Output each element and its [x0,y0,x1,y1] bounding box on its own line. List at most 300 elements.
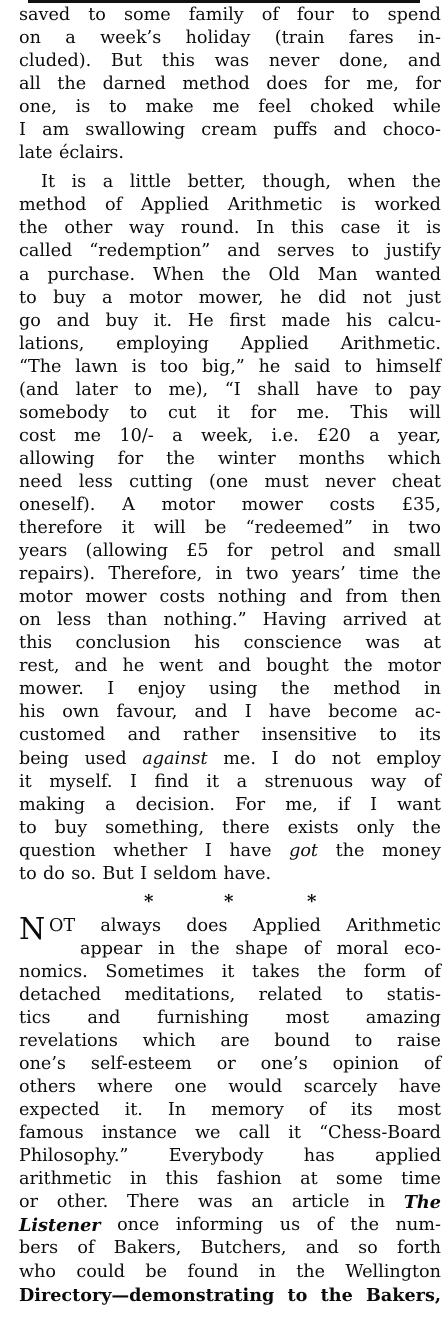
word: petrol [270,541,324,562]
word: it. [153,310,173,331]
word: Applied [240,333,309,354]
word: never [268,51,320,72]
word: from [345,587,388,608]
word: bought [266,656,329,677]
word: motor [161,494,215,515]
text-line [19,1076,441,1099]
word: memory [211,1100,284,1121]
word: made [281,310,331,331]
word: in [215,564,233,585]
word: nothing.” [163,610,247,631]
word: lawn [75,356,118,377]
text-line [19,96,441,119]
word: oneself). [19,494,96,515]
word: buy [105,310,139,331]
word: But [110,51,143,72]
word: in [158,938,176,959]
word: strenuous [264,771,354,792]
word: other. [56,1192,109,1213]
word: It [41,172,56,193]
word: £35, [401,494,441,515]
word: employing [116,333,209,354]
word: and [407,51,441,72]
word: éclairs. [58,143,124,164]
word: and [74,656,108,677]
word: the [166,448,195,469]
word: somebody [19,402,109,423]
word: to [134,379,152,400]
word: to [19,817,37,838]
word: and [305,1238,339,1259]
word: of [423,1054,441,1075]
word: expected [19,1100,100,1121]
word: is [341,195,356,216]
word: moral [336,938,389,959]
word: But [102,863,134,884]
word: mower [85,587,147,608]
word: have [398,1077,441,1098]
word: arrived [342,610,408,631]
word: is [75,97,91,118]
word: for [226,541,253,562]
word: exists [287,817,339,838]
word: wanted [375,264,441,285]
word: years [19,541,68,562]
section-separator [19,888,441,911]
word: not [331,748,361,769]
word: Arithmetic. [340,333,441,354]
word: to [88,5,106,25]
word: therefore [19,518,103,539]
word: time [401,1169,441,1190]
word: have. [223,863,272,884]
word: Arithmetic [346,915,441,936]
word: a [236,771,248,792]
word: shall [257,379,300,400]
word: does [266,74,308,95]
first-line-rest [49,915,441,938]
word: repairs). [19,564,96,585]
separator-star: * [144,890,154,912]
word: the [57,74,87,95]
word: less [57,610,92,631]
text-line [19,1099,441,1122]
word: years’ [291,564,346,585]
word: would [228,1077,283,1098]
text-line [19,540,441,563]
word: one’s [260,1054,308,1075]
word: I [107,679,115,700]
word: num- [395,1215,441,1236]
word: famous [19,1123,84,1144]
word: me [212,97,240,118]
word: decision. [135,794,215,815]
word: £5 [186,541,209,562]
word: to [344,356,362,377]
word: I [140,863,148,884]
text-line [19,678,441,701]
word: us [279,1215,301,1236]
article-column [19,4,441,1307]
text-line [19,1237,441,1260]
word: am [42,120,70,141]
text-line [19,586,441,609]
word: small [393,541,441,562]
word: got [289,840,318,861]
word: Having [262,610,327,631]
word: never [324,471,376,492]
word: which [387,448,441,469]
word: and [194,702,228,723]
word: week’s [100,28,162,49]
word: used [84,748,127,769]
word: or [216,1054,236,1075]
word: “redemption” [89,241,211,262]
word: do [294,748,317,769]
word: while [392,97,441,118]
word: There [126,1192,180,1213]
word: his [194,633,221,654]
text-line [19,402,441,425]
word: call [238,1123,271,1144]
word: the [412,564,441,585]
word: and [217,656,252,677]
word: in- [418,28,441,49]
word: little [129,172,172,193]
word: not [362,287,392,308]
word: instance [101,1123,177,1144]
word: went [159,656,204,677]
word: of [423,771,441,792]
text-line [19,194,441,217]
word: in [424,679,441,700]
word: at [423,633,441,654]
word: others [19,1077,76,1098]
word: there [222,817,270,838]
word: fashion [216,1169,282,1190]
word: an [251,1192,274,1213]
word: then [400,587,441,608]
word: myself. [49,771,113,792]
word: and [342,541,376,562]
word: most [397,1100,441,1121]
word: bound [274,1031,331,1052]
word: late [19,143,53,164]
word: whether [113,840,188,861]
word: a [172,425,183,446]
word: costs [329,494,376,515]
word: ac- [414,702,441,723]
word: of [261,5,279,25]
word: In [256,218,275,239]
word: method [182,74,250,95]
word: family [188,5,244,25]
word: is [426,218,441,239]
text-line [19,817,441,840]
word: I [271,748,279,769]
text-line [19,632,441,655]
word: to [345,984,364,1005]
text-line [19,609,441,632]
word: informing [175,1215,264,1236]
word: lations, [19,333,85,354]
text-line [19,119,441,142]
word: cream [201,120,258,141]
text-line [19,142,441,165]
word: be [145,1261,168,1282]
word: Everybody [168,1146,264,1167]
word: on [19,610,41,631]
word: if [337,794,351,815]
word: once [117,1215,160,1236]
word: and [333,120,367,141]
word: calcu- [387,310,441,331]
word: could [76,1261,126,1282]
word: amazing [365,1008,441,1029]
word: a [19,264,30,285]
word: himself [375,356,441,377]
word: This [350,402,389,423]
word: the [412,817,441,838]
word: mower, [198,287,264,308]
text-line [19,938,441,961]
word: conscience [243,633,342,654]
text-line [19,984,441,1007]
word: always [100,915,162,936]
word: buy [54,817,88,838]
text-line [19,863,441,886]
word: two [245,564,279,585]
word: the [190,938,220,959]
text-line [19,517,441,540]
word: in [258,1261,276,1282]
word: appear [80,938,143,959]
word: be [204,518,227,539]
text-line [19,356,441,379]
word: some [336,1169,383,1190]
word: saved [19,5,71,25]
word: his [19,702,45,723]
word: for [324,74,350,95]
text-line [19,287,441,310]
word: rather [182,725,240,746]
word: to [351,5,370,25]
word: favour, [116,702,178,723]
word: of [105,195,123,216]
word: detached [19,984,102,1005]
word: this [290,218,324,239]
word: who [19,1261,56,1282]
word: of [308,1100,326,1121]
word: conclusion [75,633,171,654]
word: though, [262,172,331,193]
word: a [369,425,380,446]
word: did [318,287,347,308]
word: some [123,5,171,25]
word: serves [277,241,335,262]
text-line [19,1261,441,1284]
word: Bakers, [366,1284,441,1306]
word: too [160,356,189,377]
word: to [354,1031,373,1052]
word: have [316,379,359,400]
word: For [234,794,266,815]
word: cheat [391,471,441,492]
word: cost [19,425,56,446]
word: for [415,74,441,95]
word: time [359,564,399,585]
word: worked [374,195,441,216]
word: cluded). [19,51,92,72]
word: Sometimes [105,961,204,982]
text-line [19,264,441,287]
word: motor [387,656,441,677]
word: In [167,1100,187,1121]
word: the [343,656,373,677]
word: “Chess-Board [319,1123,441,1144]
top-rule [28,0,420,3]
word: are [220,1031,250,1052]
word: when [347,172,396,193]
text-line [19,1284,441,1307]
word: to [19,863,37,884]
word: (one [209,471,249,492]
word: the [19,218,48,239]
text-line [19,748,441,771]
word: and [299,587,333,608]
word: it [221,961,235,982]
word: will [153,518,186,539]
word: shape [235,938,288,959]
word: I [370,794,378,815]
word: one’s [19,1054,66,1075]
word: motor [128,287,183,308]
word: year, [398,425,441,446]
word: puffs [273,120,318,141]
text-line [19,1214,441,1237]
word: buy [53,287,86,308]
word: the [221,264,251,285]
word: less [78,471,113,492]
word: me), [168,379,209,400]
word: Wellington [345,1261,441,1282]
word: it. [124,1100,143,1121]
word: and [87,1008,121,1029]
word: will [408,402,441,423]
word: Applied [252,915,321,936]
paragraph-2 [19,171,441,885]
word: choco- [382,120,441,141]
word: furnishing [157,1008,249,1029]
word: way [128,218,165,239]
word: me [73,425,102,446]
word: arithmetic [19,1169,112,1190]
word: takes [252,961,300,982]
word: cut [168,402,197,423]
word: something, [105,817,205,838]
text-line [19,961,441,984]
word: of [316,1215,334,1236]
word: other [64,218,113,239]
word: of [77,1238,95,1259]
word: eco- [404,938,441,959]
word: form [363,961,407,982]
text-line [19,724,441,747]
word: Applied [140,195,210,216]
word: a [102,287,113,308]
word: related [258,984,323,1005]
word: choked [310,97,375,118]
word: me, [285,794,318,815]
word: its [419,725,441,746]
word: (allowing [85,541,168,562]
text-line [19,73,441,96]
word: it [217,402,230,423]
text-line [19,1191,441,1214]
word: method [333,679,401,700]
word: being [19,748,69,769]
text-line [19,27,441,50]
word: it [206,771,220,792]
word: Therefore, [108,564,203,585]
word: Listener [19,1215,101,1237]
word: and [56,310,90,331]
word: two [408,518,441,539]
text-line [19,50,441,73]
word: using [208,679,258,700]
word: in [129,1169,147,1190]
word: raise [396,1031,441,1052]
text-line [19,701,441,724]
word: months [298,448,365,469]
word: mower. [19,679,84,700]
word: round. [180,218,240,239]
word: was [214,51,250,72]
word: “The [19,356,62,377]
word: 10/- [119,425,154,446]
word: a [65,28,76,49]
word: When [152,264,205,285]
word: mower [241,494,303,515]
word: of [303,938,321,959]
word: need [19,471,63,492]
word: I [19,120,26,141]
word: to [109,97,127,118]
word: where [97,1077,153,1098]
word: me. [296,402,330,423]
word: to [287,1284,308,1306]
word: make [145,97,194,118]
word: it [121,518,135,539]
word: the [412,172,441,193]
word: he [258,356,281,377]
word: case [340,218,381,239]
text-line [19,448,441,471]
word: “I [224,379,241,400]
word: I [129,771,137,792]
word: me, [366,74,399,95]
drop-cap: N [19,911,46,947]
word: enjoy [137,679,186,700]
word: the [296,1261,326,1282]
word: the [280,679,310,700]
text-line [19,494,441,517]
text-line [19,563,441,586]
word: Directory—demonstrating [19,1284,275,1306]
word: nomics. [19,961,88,982]
text-line [19,425,441,448]
word: feel [258,97,292,118]
